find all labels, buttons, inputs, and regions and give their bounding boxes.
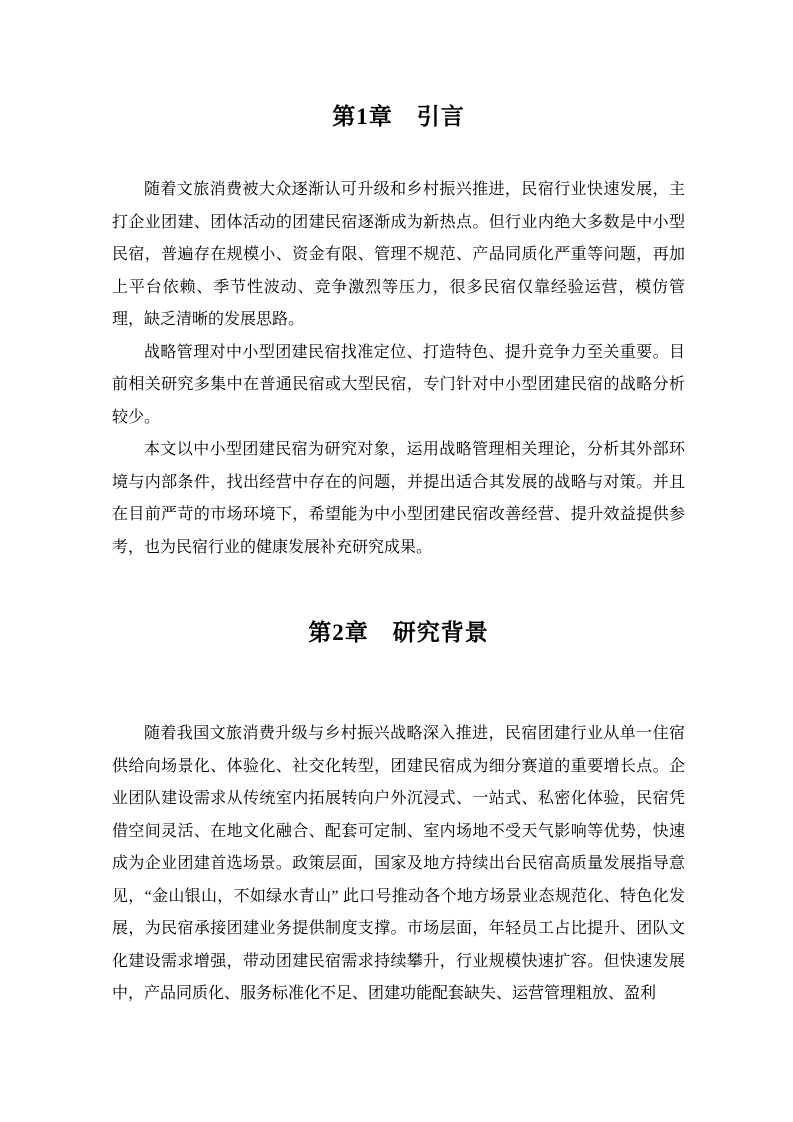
chapter-2 xyxy=(112,616,685,1011)
chapter-1 xyxy=(112,100,685,564)
chapter-1-paragraph-2: 战略管理对中小型团建民宿找准定位、打造特色、提升竞争力至关重要。目前相关研究多集中在普通民宿或大型民宿，专门针对中小型团建民宿的战略分析较少。 xyxy=(112,343,685,426)
chapter-1-paragraph-3: 本文以中小型团建民宿为研究对象，运用战略管理相关理论，分析其外部环境与内部条件，找出经营中存在的问题，并提出适合其发展的战略与对策。并且在目前严苛的市场环境下，希望能为中小型团建民宿改善经营、提升效益提供参考，也为民宿行业的健康发展补充研究成果。 xyxy=(112,441,685,556)
chapter-2-heading: 第2章 研究背景 xyxy=(308,620,489,645)
chapter-1-paragraph-1: 随着文旅消费被大众逐渐认可升级和乡村振兴推进，民宿行业快速发展，主打企业团建、团体活动的团建民宿逐渐成为新热点。但行业内绝大多数是中小型民宿，普遍存在规模小、资金有限、管理不规范、产品同质化严重等问题，再加上平台依赖、季节性波动、竞争激烈等压力，很多民宿仅靠经验运营，模仿管理，缺乏清晰的发展思路。 xyxy=(112,181,685,328)
chapter-2-paragraph-1: 随着我国文旅消费升级与乡村振兴战略深入推进，民宿团建行业从单一住宿供给向场景化、体验化、社交化转型，团建民宿成为细分赛道的重要增长点。企业团队建设需求从传统室内拓展转向户外沉浸式、一站式、私密化体验，民宿凭借空间灵活、在地文化融合、配套可定制、室内场地不受天气影响等优势，快速成为企业团建首选场景。政策层面，国家及地方持续出台民宿高质量发展指导意见，“金山银山，不如绿水青山” 此口号推动各个地方场景业态规范化、特色化发展，为民宿承接团建业务提供制度支撑。市场层面，年轻员工占比提升、团队文化建设需求增强，带动团建民宿需求持续攀升，行业规模快速扩容。但快速发展中，产品同质化、服务标准化不足、团建功能配套缺失、运营管理粗放、盈利 xyxy=(112,725,685,1002)
chapter-1-heading: 第1章 引言 xyxy=(332,104,465,129)
